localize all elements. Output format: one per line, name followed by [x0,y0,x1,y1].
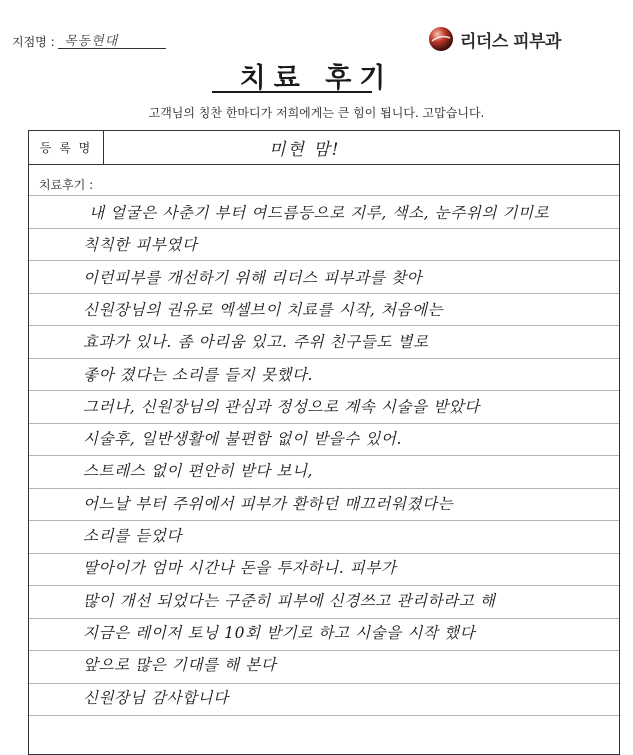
review-line: 지금은 레이저 토닝 10회 받기로 하고 시술을 시작 했다 [83,623,476,642]
review-line: 앞으로 많은 기대를 해 본다 [83,656,277,675]
ruled-line [29,325,619,326]
registrant-row [29,131,619,165]
ruled-line [29,390,619,391]
review-line: 신원장님의 권유로 엑셀브이 치료를 시작, 처음에는 [83,300,444,319]
clinic-name: 리더스 피부과 [460,31,561,52]
registrant-label: 등 록 명 [29,131,104,164]
ruled-line [29,650,619,651]
review-line: 좋아 졌다는 소리를 들지 못했다. [83,365,314,384]
branch-label: 지점명 : [12,35,55,49]
page-subtitle: 고객님의 칭찬 한마디가 저희에게는 큰 힘이 됩니다. 고맙습니다. [148,106,485,120]
review-line: 칙칙한 피부였다 [83,236,198,255]
review-line: 소리를 듣었다 [83,527,182,545]
ruled-line [29,195,619,196]
title-underline [212,91,372,93]
ruled-line [29,520,619,521]
sphere-logo-icon [428,26,454,52]
page-title: 치료 후기 [239,63,394,94]
ruled-line [29,488,619,489]
ruled-line [29,423,619,424]
review-line: 그러나, 신원장님의 관심과 정성으로 계속 시술을 받았다 [83,397,480,416]
registrant-value: 미현 맘! [269,140,341,160]
ruled-line [29,553,619,554]
ruled-line [29,455,619,456]
branch-value: 목동현대 [64,34,119,49]
branch-underline [58,48,166,49]
review-line: 많이 개선 되었다는 구준히 피부에 신경쓰고 관리하라고 해 [83,591,496,610]
ruled-line [29,585,619,586]
ruled-line [29,618,619,619]
review-line: 효과가 있나. 좀 아리움 있고. 주위 친구들도 별로 [83,333,429,352]
ruled-line [29,293,619,294]
review-line: 어느날 부터 주위에서 피부가 환하던 매끄러워졌다는 [83,494,454,513]
review-line: 내 얼굴은 사춘기 부터 여드름등으로 지루, 색소, 눈주위의 기미로 [89,204,550,222]
ruled-line [29,260,619,261]
ruled-line [29,683,619,684]
ruled-line [29,715,619,716]
ruled-line [29,358,619,359]
review-line: 스트레스 없이 편안히 받다 보니, [83,462,314,481]
clinic-logo [428,24,561,54]
review-form [28,130,620,755]
ruled-line [29,228,619,229]
review-line: 이런피부를 개선하기 위해 리더스 피부과를 찾아 [83,268,423,287]
review-line: 시술후, 일반생활에 불편함 없이 받을수 있어. [83,430,403,449]
review-line: 신원장님 감사합니다 [83,688,229,707]
review-line: 딸아이가 엄마 시간나 돈을 투자하니. 피부가 [83,559,397,578]
review-label: 치료후기 : [39,178,94,192]
